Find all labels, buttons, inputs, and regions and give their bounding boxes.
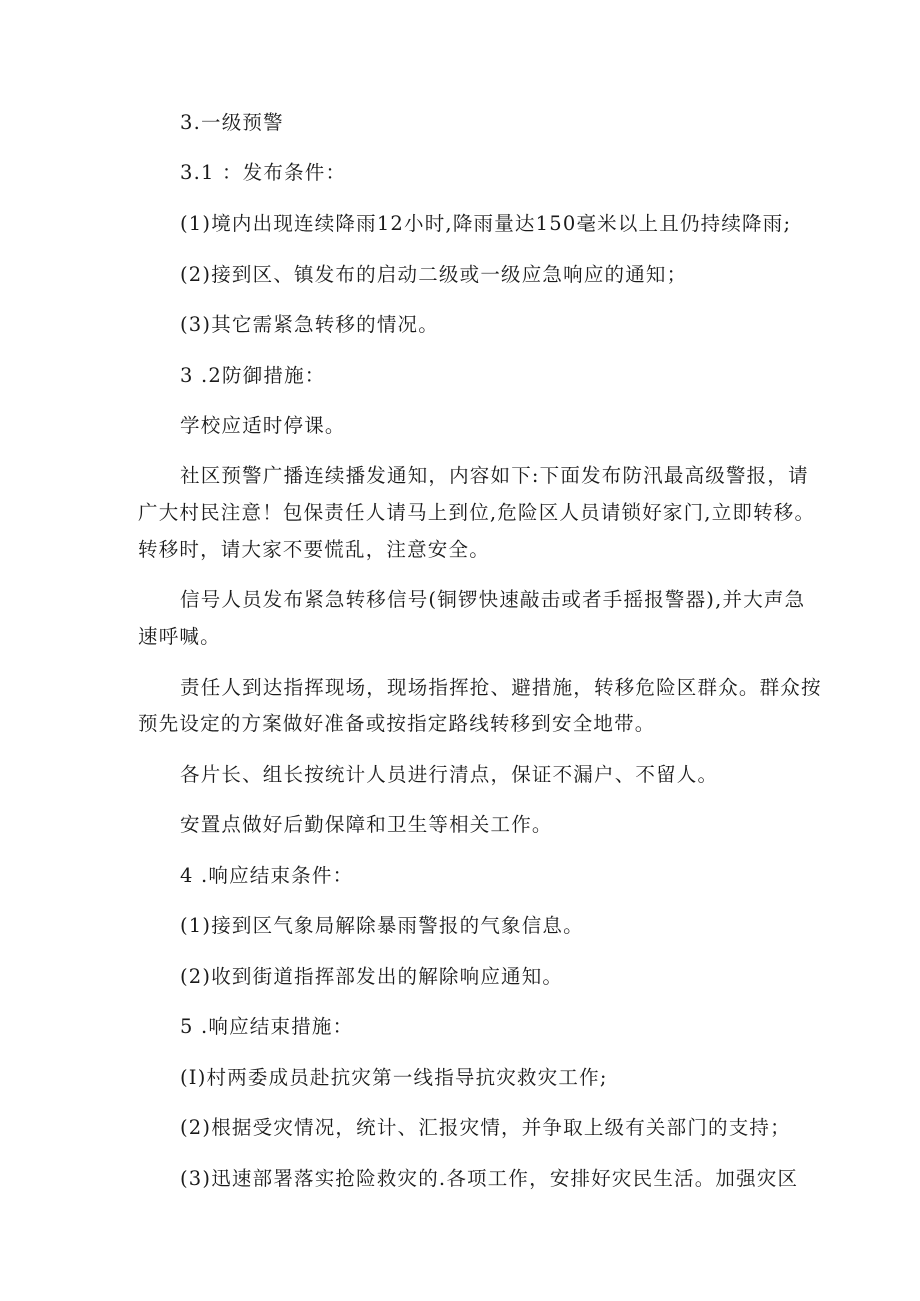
paragraph-school-suspend: 学校应适时停课。 [180,414,346,437]
paragraph-shelter: 安置点做好后勤保障和卫生等相关工作。 [180,813,553,836]
end-measure-item-1: (I)村两委成员赴抗灾第一线指导抗灾救灾工作; [180,1066,608,1089]
heading-end-measures: 5 .响应结束措施： [180,1015,354,1038]
paragraph-signal-line-2: 速呼喊。 [138,625,221,648]
paragraph-command-line-2: 预先设定的方案做好准备或按指定路线转移到安全地带。 [138,712,656,735]
heading-level-one-warning: 3.一级预警 [180,111,284,134]
paragraph-broadcast-line-3: 转移时，请大家不要慌乱，注意安全。 [138,538,490,561]
heading-release-conditions: 3.1 ：发布条件： [180,161,347,184]
end-condition-item-1: (1)接到区气象局解除暴雨警报的气象信息。 [180,914,584,937]
paragraph-headcount: 各片长、组长按统计人员进行清点，保证不漏户、不留人。 [180,763,719,786]
heading-end-conditions: 4 .响应结束条件： [180,864,354,887]
end-measure-item-2: (2)根据受灾情况，统计、汇报灾情，并争取上级有关部门的支持； [180,1116,791,1139]
end-measure-item-3: (3)迅速部署落实抢险救灾的.各项工作，安排好灾民生活。加强灾区 [180,1167,799,1190]
condition-item-2: (2)接到区、镇发布的启动二级或一级应急响应的通知； [180,263,688,286]
paragraph-broadcast-line-1: 社区预警广播连续播发通知，内容如下:下面发布防汛最高级警报，请 [180,464,809,487]
paragraph-command-line-1: 责任人到达指挥现场，现场指挥抢、避措施，转移危险区群众。群众按 [180,676,822,699]
paragraph-broadcast-line-2: 广大村民注意！包保责任人请马上到位,危险区人员请锁好家门,立即转移。 [138,501,816,524]
end-condition-item-2: (2)收到街道指挥部发出的解除响应通知。 [180,965,564,988]
paragraph-signal-line-1: 信号人员发布紧急转移信号(铜锣快速敲击或者手摇报警器),并大声急 [180,588,806,611]
condition-item-3: (3)其它需紧急转移的情况。 [180,313,439,336]
condition-item-1: (1)境内出现连续降雨12小时,降雨量达150毫米以上且仍持续降雨; [180,212,792,235]
heading-defense-measures: 3 .2防御措施： [180,364,326,387]
